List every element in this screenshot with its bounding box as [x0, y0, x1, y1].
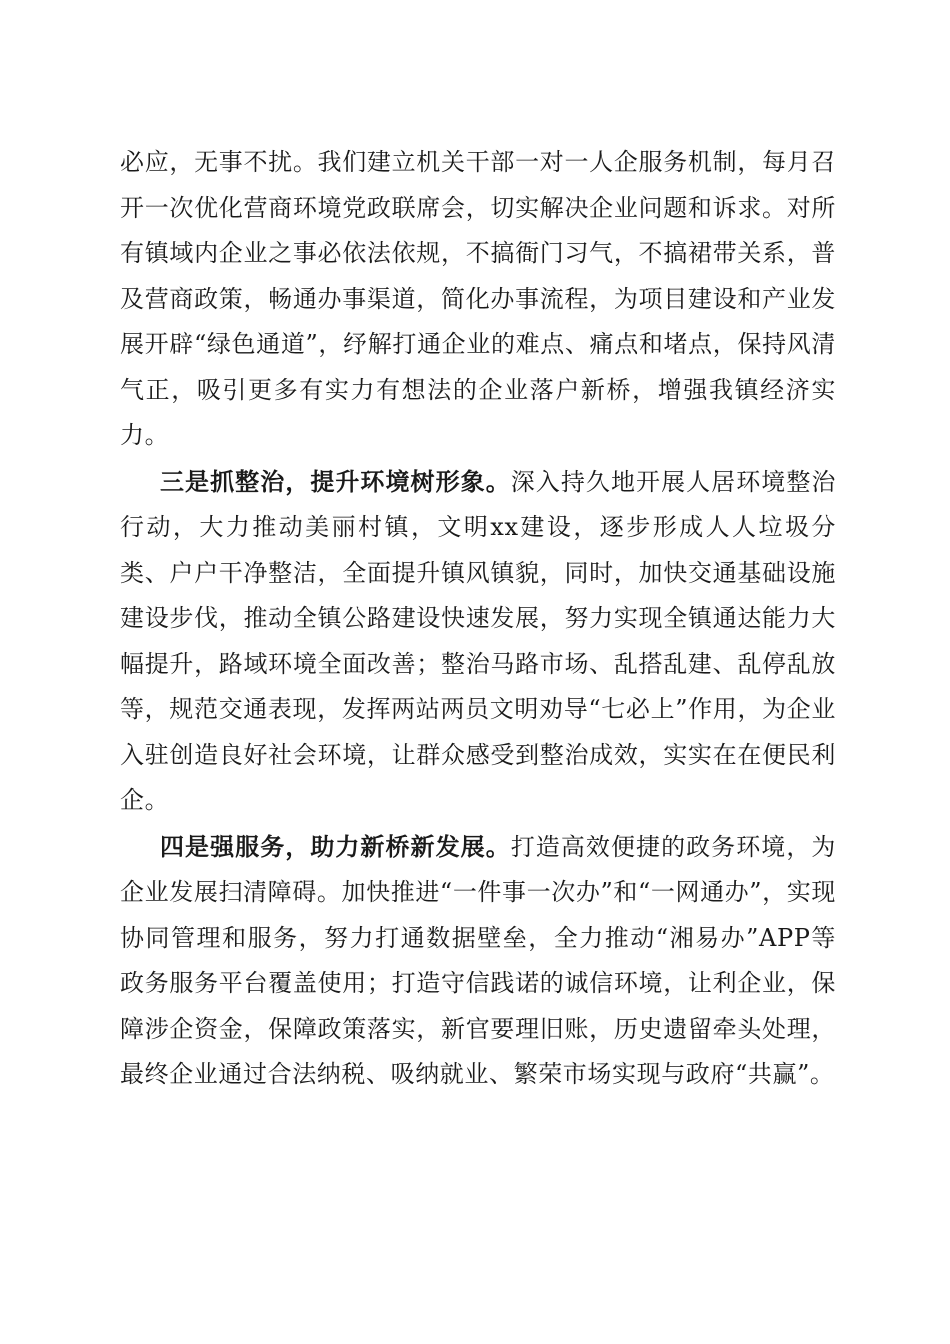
- paragraph-3: [120, 824, 836, 1098]
- paragraph-1-text: 必应，无事不扰。我们建立机关干部一对一人企服务机制，每月召开一次优化营商环境党政联席会，切实解决企业问题和诉求。对所有镇域内企业之事必依法依规，不搞衙门习气，不搞裙带关系，普及营商政策，畅通办事渠道，简化办事流程，为项目建设和产业发展开辟“绿色通道”，纾解打通企业的难点、痛点和堵点，保持风清气正，吸引更多有实力有想法的企业落户新桥，增强我镇经济实力。: [120, 148, 836, 449]
- paragraph-3-text: 打造高效便捷的政务环境，为企业发展扫清障碍。加快推进“一件事一次办”和“一网通办”，实现协同管理和服务，努力打通数据壁垒，全力推动“湘易办”APP等政务服务平台覆盖使用；打造守信践诺的诚信环境，让利企业，保障涉企资金，保障政策落实，新官要理旧账，历史遗留牵头处理，最终企业通过合法纳税、吸纳就业、繁荣市场实现与政府“共赢”。: [120, 832, 836, 1088]
- paragraph-1: [120, 140, 836, 459]
- paragraph-2-heading: 三是抓整治，提升环境树形象。: [160, 466, 511, 496]
- paragraph-3-heading: 四是强服务，助力新桥新发展。: [160, 831, 511, 861]
- paragraph-2-text: 深入持久地开展人居环境整治行动，大力推动美丽村镇，文明xx建设，逐步形成人人垃圾分类、户户干净整洁，全面提升镇风镇貌，同时，加快交通基础设施建设步伐，推动全镇公路建设快速发展，努力实现全镇通达能力大幅提升，路域环境全面改善；整治马路市场、乱搭乱建、乱停乱放等，规范交通表现，发挥两站两员文明劝导“七必上”作用，为企业入驻创造良好社会环境，让群众感受到整治成效，实实在在便民利企。: [120, 467, 836, 814]
- paragraph-2: [120, 459, 836, 824]
- document-body: [120, 140, 836, 1098]
